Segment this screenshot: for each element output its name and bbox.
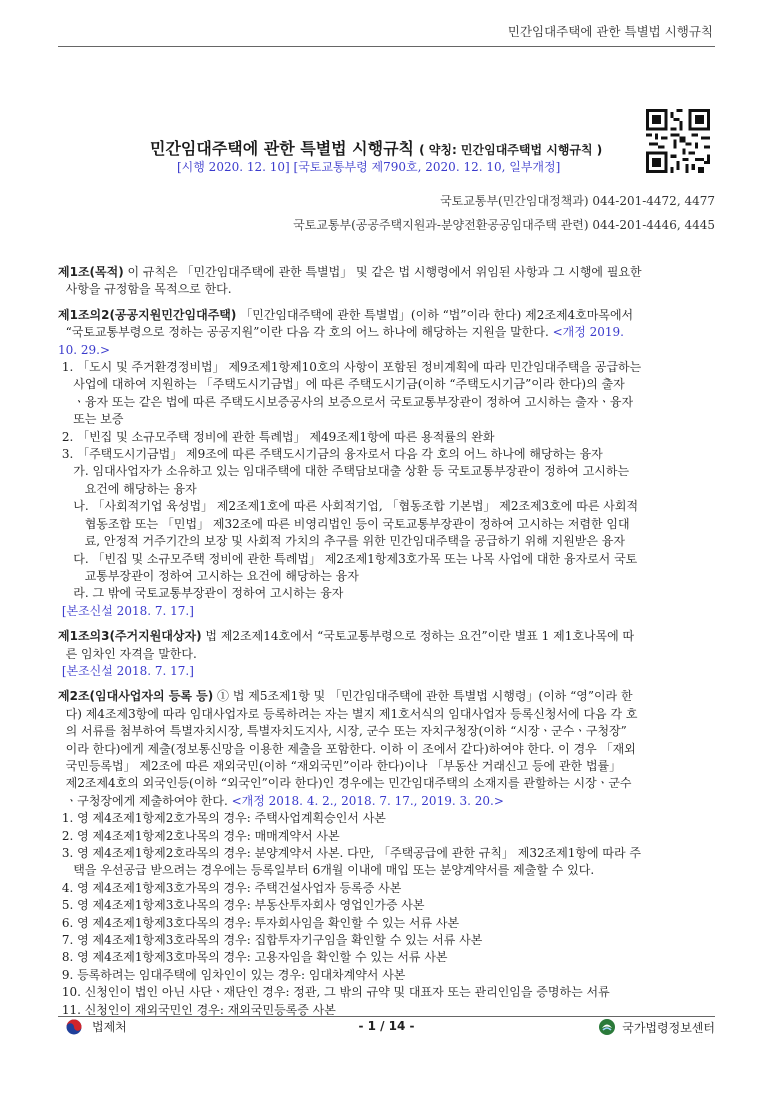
article-heading: 제1조의3(주거지원대상자) bbox=[58, 629, 202, 644]
line-text: 10. 신청인이 법인 아닌 사단ㆍ재단인 경우: 정관, 그 밖의 규약 및 대표자 또는 관리인임을 증명하는 서류 bbox=[58, 985, 610, 1000]
line-text: 료, 안정적 거주기간의 보장 및 사회적 가치의 추구를 위한 민간임대주택을 공급하기 위해 지원받은 융자 bbox=[58, 534, 625, 549]
line-text: ① 법 제5조제1항 및 「민간임대주택에 관한 특별법 시행령」(이하 “영”이라 한 bbox=[213, 689, 633, 704]
line-text: 라. 그 밖에 국토교통부장관이 정하여 고시하는 융자 bbox=[58, 586, 344, 601]
text-line bbox=[58, 394, 718, 411]
article-heading: 제1조(목적) bbox=[58, 265, 124, 279]
contact-line: 국토교통부(공공주택지원과-분양전환공공임대주택 관련) 044-201-4446, 4445 bbox=[293, 218, 715, 232]
document-title bbox=[150, 136, 630, 159]
line-text: 의 서류를 첨부하여 특별자치시장, 특별자치도지사, 시장, 군수 또는 자치구청장(이하 “시장ㆍ군수ㆍ구청장” bbox=[58, 724, 627, 739]
line-text: 7. 영 제4조제1항제3호라목의 경우: 집합투자기구임을 확인할 수 있는 서류 사본 bbox=[58, 933, 483, 948]
line-text: 5. 영 제4조제1항제3호나목의 경우: 부동산투자회사 영업인가증 사본 bbox=[58, 898, 425, 913]
line-text: 사항을 규정함을 목적으로 한다. bbox=[58, 282, 232, 297]
line-text: ㆍ구청장에게 제출하여야 한다. bbox=[58, 793, 232, 808]
text-line bbox=[58, 862, 718, 879]
text-line bbox=[58, 775, 718, 792]
text-line bbox=[58, 429, 718, 446]
line-text: 11. 신청인이 재외국민인 경우: 재외국민등록증 사본 bbox=[58, 1002, 336, 1017]
text-line bbox=[58, 706, 718, 723]
text-line bbox=[58, 603, 718, 620]
text-line bbox=[58, 723, 718, 740]
line-text: 나. 「사회적기업 육성법」 제2조제1호에 따른 사회적기업, 「협동조합 기본법」 제2조제3호에 따른 사회적 bbox=[58, 499, 639, 514]
text-line bbox=[58, 446, 718, 463]
line-text: 8. 영 제4조제1항제3호마목의 경우: 고용자임을 확인할 수 있는 서류 사본 bbox=[58, 950, 448, 965]
line-text: 국민등록법」 제2조에 따른 재외국민(이하 “재외국민”이라 한다)이나 「부동산 거래신고 등에 관한 법률」 bbox=[58, 758, 622, 773]
footer-right bbox=[598, 1018, 715, 1036]
paragraph-gap bbox=[58, 680, 718, 688]
line-text: ㆍ융자 또는 같은 법에 따른 주택도시보증공사의 보증으로서 국토교통부장관이 정하여 고시하는 출자ㆍ융자 bbox=[58, 394, 634, 409]
line-text: 4. 영 제4조제1항제3호가목의 경우: 주택건설사업자 등록증 사본 bbox=[58, 880, 402, 895]
page-number: - 1 / 14 - bbox=[358, 1019, 415, 1033]
text-line bbox=[58, 516, 718, 533]
text-line bbox=[58, 411, 718, 428]
text-line bbox=[58, 688, 718, 705]
line-text: 다. 「빈집 및 소규모주택 정비에 관한 특례법」 제2조제1항제3호가목 또는 나목 사업에 대한 융자로서 국토 bbox=[58, 551, 638, 566]
text-line bbox=[58, 915, 718, 932]
contact-line: 국토교통부(민간임대정책과) 044-201-4472, 4477 bbox=[440, 194, 715, 208]
text-line bbox=[58, 481, 718, 498]
line-text: 른 임차인 자격을 말한다. bbox=[58, 646, 197, 661]
text-line bbox=[58, 551, 718, 568]
line-text: 2. 「빈집 및 소규모주택 정비에 관한 특례법」 제49조제1항에 따른 용적률의 완화 bbox=[58, 429, 495, 444]
line-text: 「민간임대주택에 관한 특별법」(이하 “법”이라 한다) 제2조제4호마목에서 bbox=[236, 307, 634, 322]
footer-source: 국가법령정보센터 bbox=[622, 1020, 715, 1035]
line-text: “국토교통부령으로 정하는 공공지원”이란 다음 각 호의 어느 하나에 해당하는 지원을 말한다. bbox=[58, 325, 553, 340]
line-text: 이라 한다)에게 제출(정보통신망을 이용한 제출을 포함한다. 이하 이 조에서 같다)하여야 한다. 이 경우 「재외 bbox=[58, 741, 636, 756]
law-center-logo-icon bbox=[598, 1018, 616, 1036]
line-text: 3. 「주택도시기금법」 제9조에 따른 주택도시기금의 융자로서 다음 각 호의 어느 하나에 해당하는 융자 bbox=[58, 447, 603, 462]
line-text: 이 규칙은 「민간임대주택에 관한 특별법」 및 같은 법 시행령에서 위임된 사항과 그 시행에 필요한 bbox=[123, 265, 642, 279]
text-line bbox=[58, 463, 718, 480]
text-line bbox=[58, 342, 718, 359]
title-abbreviation: ( 약칭: 민간임대주택법 시행규칙 ) bbox=[419, 143, 603, 157]
line-text: 2. 영 제4조제1항제2호나목의 경우: 매매계약서 사본 bbox=[58, 828, 340, 843]
text-line bbox=[58, 793, 718, 810]
text-line bbox=[58, 897, 718, 914]
text-line bbox=[58, 967, 718, 984]
text-line bbox=[58, 376, 718, 393]
enforcement-info: [시행 2020. 12. 10] [국토교통부령 제790호, 2020. 12. 10, 일부개정] bbox=[177, 160, 561, 174]
line-text: 택을 우선공급 받으려는 경우에는 등록일부터 6개월 이내에 매입 또는 분양계약서를 제출할 수 있다. bbox=[58, 863, 595, 878]
amendment-note: [본조신설 2018. 7. 17.] bbox=[58, 663, 194, 678]
text-line bbox=[58, 307, 718, 324]
text-line bbox=[58, 828, 718, 845]
paragraph-gap bbox=[58, 620, 718, 628]
text-line bbox=[58, 758, 718, 775]
line-text: 제2조제4호의 외국인등(이하 “외국인”이라 한다)인 경우에는 민간임대주택의 소재지를 관할하는 시장ㆍ군수 bbox=[58, 776, 632, 791]
text-line bbox=[58, 628, 718, 645]
title-main: 민간임대주택에 관한 특별법 시행규칙 bbox=[150, 139, 415, 158]
text-line bbox=[58, 663, 718, 680]
text-line bbox=[58, 845, 718, 862]
law-body bbox=[58, 264, 718, 1019]
line-text: 협동조합 또는 「민법」 제32조에 따른 비영리법인 등이 국토교통부장관이 정하여 고시하는 저렴한 임대 bbox=[58, 516, 630, 531]
line-text: 요건에 해당하는 융자 bbox=[58, 481, 197, 496]
text-line bbox=[58, 359, 718, 376]
amendment-note: [본조신설 2018. 7. 17.] bbox=[58, 603, 194, 618]
line-text: 3. 영 제4조제1항제2호라목의 경우: 분양계약서 사본. 다만, 「주택공급에 관한 규칙」 제32조제1항에 따라 주 bbox=[58, 846, 642, 860]
line-text: 1. 「도시 및 주거환경정비법」 제9조제1항제10호의 사항이 포함된 정비계획에 따라 민간임대주택을 공급하는 bbox=[58, 360, 642, 375]
line-text: 가. 임대사업자가 소유하고 있는 임대주택에 대한 주택담보대출 상환 등 국토교통부장관이 정하여 고시하는 bbox=[58, 464, 630, 479]
line-text: 사업에 대하여 지원하는 「주택도시기금법」에 따른 주택도시기금(이하 “주택도시기금”이라 한다)의 출자 bbox=[58, 377, 625, 392]
text-line bbox=[58, 646, 718, 663]
text-line bbox=[58, 264, 718, 281]
text-line bbox=[58, 585, 718, 602]
text-line bbox=[58, 568, 718, 585]
amendment-note: 10. 29.> bbox=[58, 342, 111, 357]
text-line bbox=[58, 949, 718, 966]
text-line bbox=[58, 984, 718, 1001]
amendment-note: <개정 2019. bbox=[552, 325, 625, 340]
line-text: 법 제2조제14호에서 “국토교통부령으로 정하는 요건”이란 별표 1 제1호나목에 따 bbox=[201, 629, 635, 644]
amendment-note: <개정 2018. 4. 2., 2018. 7. 17., 2019. 3. 20.> bbox=[231, 793, 504, 808]
footer-divider bbox=[58, 1016, 715, 1017]
text-line bbox=[58, 741, 718, 758]
text-line bbox=[58, 533, 718, 550]
article-heading: 제1조의2(공공지원민간임대주택) bbox=[58, 307, 237, 322]
text-line bbox=[58, 810, 718, 827]
article-heading: 제2조(임대사업자의 등록 등) bbox=[58, 689, 214, 704]
header-divider bbox=[58, 46, 715, 47]
line-text: 6. 영 제4조제1항제3호다목의 경우: 투자회사임을 확인할 수 있는 서류 사본 bbox=[58, 915, 460, 930]
line-text: 다) 제4조제3항에 따라 임대사업자로 등록하려는 자는 별지 제1호서식의 임대사업자 등록신청서에 다음 각 호 bbox=[58, 706, 638, 721]
line-text: 또는 보증 bbox=[58, 412, 124, 427]
paragraph-gap bbox=[58, 299, 718, 307]
footer-publisher: 법제처 bbox=[92, 1020, 127, 1034]
line-text: 9. 등록하려는 임대주택에 임차인이 있는 경우: 임대차계약서 사본 bbox=[58, 967, 406, 982]
text-line bbox=[58, 880, 718, 897]
text-line bbox=[58, 498, 718, 515]
line-text: 교통부장관이 정하여 고시하는 요건에 해당하는 융자 bbox=[58, 568, 359, 583]
header-doc-title: 민간임대주택에 관한 특별법 시행규칙 bbox=[507, 24, 713, 39]
text-line bbox=[58, 324, 718, 341]
text-line bbox=[58, 281, 718, 298]
text-line bbox=[58, 932, 718, 949]
qr-code-icon bbox=[646, 109, 710, 173]
line-text: 1. 영 제4조제1항제2호가목의 경우: 주택사업계획승인서 사본 bbox=[58, 811, 386, 826]
